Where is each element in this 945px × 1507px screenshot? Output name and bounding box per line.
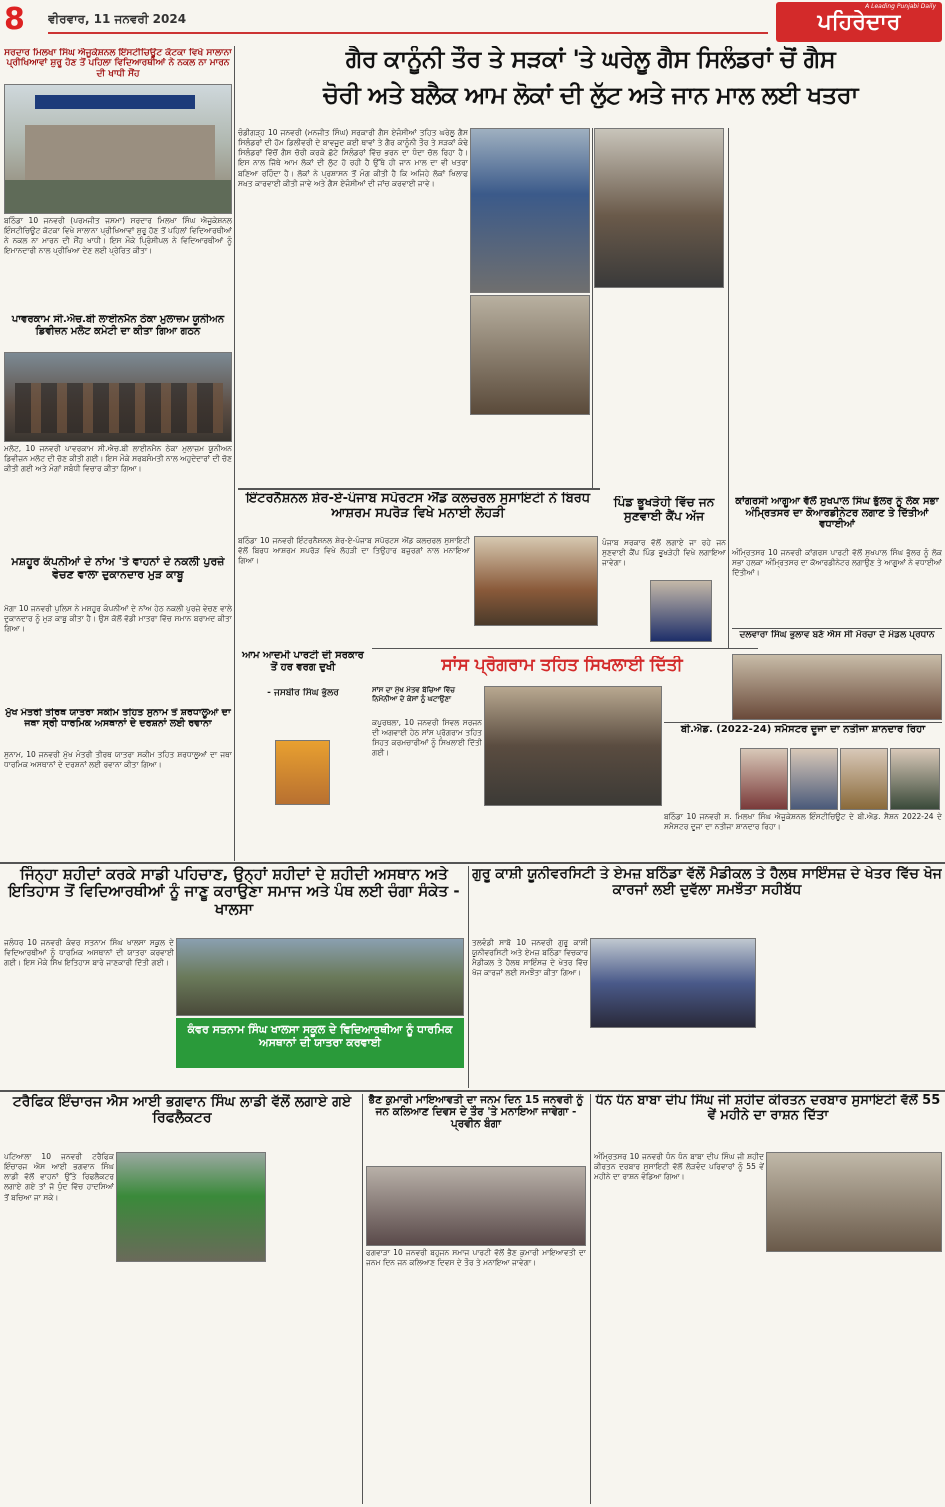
union-photo <box>4 352 232 442</box>
section-rule <box>372 648 758 649</box>
saans-photo <box>484 686 662 806</box>
congress-body: ਅੰਮ੍ਰਿਤਸਰ 10 ਜਨਵਰੀ ਕਾਂਗਰਸ ਪਾਰਟੀ ਵੱਲੋਂ ਸੁਖਪਾਲ ਸਿੰਘ ਭੁੱਲਰ ਨੂੰ ਲੋਕ ਸਭਾ ਹਲਕਾ ਅੰਮ੍ਰਿਤਸਰ ਦਾ ਕੋਆਰਡੀਨੇਟਰ ਲਗਾਉਣ ਤੇ ਆਗੂਆਂ ਨੇ ਵਧਾਈਆਂ ਦਿੱਤੀਆਂ। <box>732 548 942 578</box>
saans-body: ਕਪੂਰਥਲਾ, 10 ਜਨਵਰੀ ਸਿਵਲ ਸਰਜਨ ਦੀ ਅਗਵਾਈ ਹੇਠ ਸਾਂਸ ਪ੍ਰੋਗਰਾਮ ਤਹਿਤ ਸਿਹਤ ਕਰਮਚਾਰੀਆਂ ਨੂੰ ਸਿਖਲਾਈ ਦਿੱਤੀ ਗਈ। <box>372 718 482 758</box>
band2-right-headline: ਗੁਰੂ ਕਾਸ਼ੀ ਯੂਨੀਵਰਸਿਟੀ ਤੇ ਏਮਜ਼ ਬਠਿੰਡਾ ਵੱਲੋਂ ਮੈਡੀਕਲ ਤੇ ਹੈਲਥ ਸਾਇੰਸਜ਼ ਦੇ ਖੇਤਰ ਵਿੱਚ ਖੋਜ ਕਾਰਜਾਂ ਲਈ ਦੁਵੱਲਾ ਸਮਝੌਤਾ ਸਹੀਬੱਧ <box>472 866 942 899</box>
mou-photo <box>590 938 756 1028</box>
story2-headline: ਪਾਵਰਕਾਮ ਸੀ.ਐਚ.ਬੀ ਲਾਈਨਮੈਨ ਠੇਕਾ ਮੁਲਾਜ਼ਮ ਯੂਨੀਅਨ ਡਿਵੀਜ਼ਨ ਮਲੋਟ ਕਮੇਟੀ ਦਾ ਕੀਤਾ ਗਿਆ ਗਠਨ <box>11 314 225 337</box>
student-photo-3 <box>840 748 888 810</box>
saans-headline: ਸਾਂਸ ਪ੍ਰੋਗਰਾਮ ਤਹਿਤ ਸਿਖਲਾਈ ਦਿੱਤੀ <box>441 656 683 675</box>
aap-byline: - ਜਸਬੀਰ ਸਿੰਘ ਭੁੱਲਰ <box>267 688 339 698</box>
dalwara-photo <box>732 654 942 720</box>
band2-left-body: ਜਲੰਧਰ 10 ਜਨਵਰੀ ਕੰਵਰ ਸਤਨਾਮ ਸਿੰਘ ਖਾਲਸਾ ਸਕੂਲ ਦੇ ਵਿਦਿਆਰਥੀਆਂ ਨੂੰ ਧਾਰਮਿਕ ਅਸਥਾਨਾਂ ਦੀ ਯਾਤਰਾ ਕਰਵਾਈ ਗਈ। ਇਸ ਮੌਕੇ ਸਿੱਖ ਇਤਿਹਾਸ ਬਾਰੇ ਜਾਣਕਾਰੀ ਦਿੱਤੀ ਗਈ। <box>4 938 174 968</box>
bed-body: ਬਠਿੰਡਾ 10 ਜਨਵਰੀ ਸ. ਮਿਲਖਾ ਸਿੰਘ ਐਜੂਕੇਸ਼ਨਲ ਇੰਸਟੀਚਿਊਟ ਦੇ ਬੀ.ਐਡ. ਸੈਸ਼ਨ 2022-24 ਦੇ ਸਮੈਸਟਰ ਦੂਜਾ ਦਾ ਨਤੀਜਾ ਸ਼ਾਨਦਾਰ ਰਿਹਾ। <box>664 812 942 832</box>
column-divider <box>362 1094 363 1504</box>
khalsa-school-photo <box>176 938 464 1016</box>
lohri-photo <box>474 536 598 626</box>
section-rule <box>732 628 942 629</box>
congress-headline: ਕਾਂਗਰਸੀ ਆਗੂਆ ਵੱਲੋਂ ਸੁਖਪਾਲ ਸਿੰਘ ਭੁੱਲਰ ਨੂੰ ਲੋਕ ਸਭਾ ਅੰਮ੍ਰਿਤਸਰ ਦਾ ਕੋਆਰਡੀਨੇਟਰ ਲਗਾਣ ਤੇ ਦਿੱਤੀਆਂ ਵਧਾਈਆਂ <box>735 496 939 530</box>
story4-body: ਸੁਨਾਮ, 10 ਜਨਵਰੀ ਮੁੱਖ ਮੰਤਰੀ ਤੀਰਥ ਯਾਤਰਾ ਸਕੀਮ ਤਹਿਤ ਸ਼ਰਧਾਲੂਆਂ ਦਾ ਜਥਾ ਧਾਰਮਿਕ ਅਸਥਾਨਾਂ ਦੇ ਦਰਸ਼ਨਾਂ ਲਈ ਰਵਾਨਾ ਕੀਤਾ ਗਿਆ। <box>4 750 232 770</box>
student-photo-2 <box>790 748 838 810</box>
camp-headline: ਪਿੰਡ ਭੂਖੜੇਹੀ ਵਿੱਚ ਜਨ ਸੁਣਵਾਈ ਕੈਂਪ ਅੱਜ <box>613 496 715 523</box>
gas-cylinders-photo <box>470 295 590 415</box>
column-divider <box>592 128 593 488</box>
traffic-body: ਪਟਿਆਲਾ 10 ਜਨਵਰੀ ਟਰੈਫਿਕ ਇੰਚਾਰਜ ਐਸ ਆਈ ਭਗਵਾਨ ਸਿੰਘ ਲਾਡੀ ਵੱਲੋਂ ਵਾਹਨਾਂ ਉੱਤੇ ਰਿਫਲੈਕਟਰ ਲਗਾਏ ਗਏ ਤਾਂ ਜੋ ਧੁੰਦ ਵਿੱਚ ਹਾਦਸਿਆਂ ਤੋਂ ਬਚਿਆ ਜਾ ਸਕੇ। <box>4 1152 114 1202</box>
band2-right-body: ਤਲਵੰਡੀ ਸਾਬੋ 10 ਜਨਵਰੀ ਗੁਰੂ ਕਾਸ਼ੀ ਯੂਨੀਵਰਸਿਟੀ ਅਤੇ ਏਮਜ਼ ਬਠਿੰਡਾ ਵਿਚਕਾਰ ਮੈਡੀਕਲ ਤੇ ਹੈਲਥ ਸਾਇੰਸਜ਼ ਦੇ ਖੇਤਰ ਵਿੱਚ ਖੋਜ ਕਾਰਜਾਂ ਲਈ ਸਮਝੌਤਾ ਕੀਤਾ ਗਿਆ। <box>472 938 588 978</box>
masthead <box>0 0 945 44</box>
lead-headline-line-1: ਗੈਰ ਕਾਨੂੰਨੀ ਤੌਰ ਤੇ ਸੜਕਾਂ 'ਤੇ ਘਰੇਲੂ ਗੈਸ ਸਿਲੰਡਰਾਂ ਚੋਂ ਗੈਸ <box>345 46 836 73</box>
mayawati-photo <box>366 1166 586 1246</box>
ration-body: ਅੰਮ੍ਰਿਤਸਰ 10 ਜਨਵਰੀ ਧੰਨ ਧੰਨ ਬਾਬਾ ਦੀਪ ਸਿੰਘ ਜੀ ਸ਼ਹੀਦ ਕੀਰਤਨ ਦਰਬਾਰ ਸੁਸਾਇਟੀ ਵੱਲੋਂ ਲੋੜਵੰਦ ਪਰਿਵਾਰਾਂ ਨੂੰ 55 ਵੇਂ ਮਹੀਨੇ ਦਾ ਰਾਸ਼ਨ ਵੰਡਿਆ ਗਿਆ। <box>594 1152 764 1182</box>
band-rule <box>0 862 945 864</box>
bed-headline: ਬੀ.ਐਡ. (2022-24) ਸਮੈਸਟਰ ਦੂਜਾ ਦਾ ਨਤੀਜਾ ਸ਼ਾਨਦਾਰ ਰਿਹਾ <box>680 724 926 735</box>
student-photo-1 <box>740 748 788 810</box>
story4-headline: ਮੁੱਖ ਮੰਤਰੀ ਤੀਰਥ ਯਾਤਰਾ ਸਕੀਮ ਤਹਿਤ ਸੁਨਾਮ ਤੋਂ ਸ਼ਰਧਾਲੂਆਂ ਦਾ ਜਥਾ ਸ੍ਰੀ ਧਾਰਮਿਕ ਅਸਥਾਨਾਂ ਦੇ ਦਰਸ਼ਨਾਂ ਲਈ ਰਵਾਨਾ <box>5 708 231 729</box>
khalsa-banner: ਕੰਵਰ ਸਤਨਾਮ ਸਿੰਘ ਖਾਲਸਾ ਸਕੂਲ ਦੇ ਵਿਦਿਆਰਥੀਆ ਨੂੰ ਧਾਰਮਿਕ ਅਸਥਾਨਾਂ ਦੀ ਯਾਤਰਾ ਕਰਵਾਈ <box>176 1018 464 1068</box>
column-divider <box>468 866 469 1088</box>
bhullar-portrait <box>275 740 330 805</box>
student-photo-4 <box>890 748 940 810</box>
section-rule <box>238 488 600 490</box>
ration-headline: ਧੰਨ ਧੰਨ ਬਾਬਾ ਦੀਪ ਸਿੰਘ ਜੀ ਸ਼ਹੀਦ ਕੀਰਤਨ ਦਰਬਾਰ ਸੁਸਾਇਟੀ ਵੱਲੋਂ 55 ਵੇਂ ਮਹੀਨੇ ਦਾ ਰਾਸ਼ਨ ਦਿੱਤਾ <box>595 1094 941 1123</box>
lead-headline <box>238 46 943 126</box>
brand-tagline: A Leading Punjabi Daily <box>865 3 936 10</box>
camp-portrait <box>650 580 712 642</box>
gas-workers-photo <box>594 128 724 288</box>
sports-body: ਬਠਿੰਡਾ 10 ਜਨਵਰੀ ਇੰਟਰਨੈਸ਼ਨਲ ਸ਼ੇਰ-ਏ-ਪੰਜਾਬ ਸਪੋਰਟਸ ਐਂਡ ਕਲਚਰਲ ਸੁਸਾਇਟੀ ਵੱਲੋਂ ਬਿਰਧ ਆਸ਼ਰਮ ਸਪਰੋੜ ਵਿਖੇ ਲੋਹੜੀ ਦਾ ਤਿਉਹਾਰ ਬਜ਼ੁਰਗਾਂ ਨਾਲ ਮਨਾਇਆ ਗਿਆ। <box>238 536 470 566</box>
mayawati-headline: ਭੈਣ ਕੁਮਾਰੀ ਮਾਇਆਵਤੀ ਦਾ ਜਨਮ ਦਿਨ 15 ਜਨਵਰੀ ਨੂੰ ਜਨ ਕਲਿਆਣ ਦਿਵਸ ਦੇ ਤੌਰ 'ਤੇ ਮਨਾਇਆ ਜਾਵੇਗਾ - ਪ੍ਰਵੀਨ ਬੰਗਾ <box>368 1094 584 1131</box>
brand-name: ਪਹਿਰੇਦਾਰ <box>817 10 901 35</box>
page-date: ਵੀਰਵਾਰ, 11 ਜਨਵਰੀ 2024 <box>48 12 187 26</box>
section-rule <box>664 722 942 723</box>
traffic-headline: ਟਰੈਫਿਕ ਇੰਚਾਰਜ ਐਸ ਆਈ ਭਗਵਾਨ ਸਿੰਘ ਲਾਡੀ ਵੱਲੋਂ ਲਗਾਏ ਗਏ ਰਿਫਲੈਕਟਰ <box>12 1094 352 1127</box>
column-divider <box>590 1094 591 1504</box>
traffic-photo <box>116 1152 266 1262</box>
story1-headline: ਸਰਦਾਰ ਮਿਲਖਾ ਸਿੰਘ ਐਜੂਕੇਸ਼ਨਲ ਇੰਸਟੀਚਿਊਟ ਕੋਟਕਾ ਵਿਖੇ ਸਾਲਾਨਾ ਪ੍ਰੀਖਿਆਵਾਂ ਸ਼ੁਰੂ ਹੋਣ ਤੋਂ ਪਹਿਲਾ ਵਿਦਿਆਰਥੀਆਂ ਨੇ ਨਕਲ ਨਾ ਮਾਰਨ ਦੀ ਖਾਧੀ ਸੌਂਹ <box>4 48 232 79</box>
lead-body: ਚੰਡੀਗੜ੍ਹ 10 ਜਨਵਰੀ (ਮਨਜੀਤ ਸਿੰਘ) ਸਰਕਾਰੀ ਗੈਸ ਏਜੰਸੀਆਂ ਤਹਿਤ ਘਰੇਲੂ ਗੈਸ ਸਿਲੰਡਰਾਂ ਦੀ ਹੋਮ ਡਿਲੀਵਰੀ ਦੇ ਬਾਵਜੂਦ ਕਈ ਥਾਵਾਂ ਤੇ ਗੈਰ ਕਾਨੂੰਨੀ ਤੌਰ ਤੇ ਸੜਕਾਂ ਕੰਢੇ ਸਿਲੰਡਰਾਂ ਵਿੱਚੋਂ ਗੈਸ ਚੋਰੀ ਕਰਕੇ ਛੋਟੇ ਸਿਲੰਡਰਾਂ ਵਿੱਚ ਭਰਨ ਦਾ ਧੰਦਾ ਚੱਲ ਰਿਹਾ ਹੈ। ਇਸ ਨਾਲ ਜਿੱਥੇ ਆਮ ਲੋਕਾਂ ਦੀ ਲੁੱਟ ਹੋ ਰਹੀ ਹੈ ਉੱਥੇ ਹੀ ਜਾਨ ਮਾਲ ਦਾ ਵੀ ਖਤਰਾ ਬਣਿਆ ਰਹਿੰਦਾ ਹੈ। ਲੋਕਾਂ ਨੇ ਪ੍ਰਸ਼ਾਸਨ ਤੋਂ ਮੰਗ ਕੀਤੀ ਹੈ ਕਿ ਅਜਿਹੇ ਲੋਕਾਂ ਖਿਲਾਫ ਸਖ਼ਤ ਕਾਰਵਾਈ ਕੀਤੀ ਜਾਵੇ ਅਤੇ ਗੈਸ ਏਜੰਸੀਆਂ ਦੀ ਜਾਂਚ ਕਰਵਾਈ ਜਾਵੇ। <box>238 128 468 188</box>
story3-body: ਮੋਗਾ 10 ਜਨਵਰੀ ਪੁਲਿਸ ਨੇ ਮਸ਼ਹੂਰ ਕੰਪਨੀਆਂ ਦੇ ਨਾਂਅ ਹੇਠ ਨਕਲੀ ਪੁਰਜ਼ੇ ਵੇਚਣ ਵਾਲੇ ਦੁਕਾਨਦਾਰ ਨੂੰ ਮੁੜ ਕਾਬੂ ਕੀਤਾ ਹੈ। ਉਸ ਕੋਲੋਂ ਵੱਡੀ ਮਾਤਰਾ ਵਿੱਚ ਸਮਾਨ ਬਰਾਮਦ ਕੀਤਾ ਗਿਆ। <box>4 604 232 634</box>
story3-headline: ਮਸ਼ਹੂਰ ਕੰਪਨੀਆਂ ਦੇ ਨਾਂਅ 'ਤੇ ਵਾਹਨਾਂ ਦੇ ਨਕਲੀ ਪੁਰਜ਼ੇ ਵੇਚਣ ਵਾਲਾ ਦੁਕਾਨਦਾਰ ਮੁੜ ਕਾਬੂ <box>11 556 225 581</box>
aap-headline: ਆਮ ਆਦਮੀ ਪਾਰਟੀ ਦੀ ਸਰਕਾਰ ਤੋਂ ਹਰ ਵਰਗ ਦੁਖੀ <box>242 650 364 673</box>
date-rule <box>48 32 768 34</box>
ration-photo <box>766 1152 942 1252</box>
saans-subhead: ਸਾਂਸ ਦਾ ਮੁੱਖ ਮੰਤਵ ਬੱਚਿਆਂ ਵਿੱਚ ਨਿਮੋਨੀਆ ਦੇ ਕੇਸਾਂ ਨੂੰ ਘਟਾਉਣਾ <box>372 686 455 703</box>
band-rule <box>0 1090 945 1092</box>
camp-body: ਪੰਜਾਬ ਸਰਕਾਰ ਵੱਲੋਂ ਲਗਾਏ ਜਾ ਰਹੇ ਜਨ ਸੁਣਵਾਈ ਕੈਂਪ ਪਿੰਡ ਭੂਖੜੇਹੀ ਵਿਖੇ ਲਗਾਇਆ ਜਾਵੇਗਾ। <box>602 538 726 568</box>
story1-body: ਬਠਿੰਡਾ 10 ਜਨਵਰੀ (ਪਰਮਜੀਤ ਜਸਮਾ) ਸਰਦਾਰ ਮਿਲਖਾ ਸਿੰਘ ਐਜੂਕੇਸ਼ਨਲ ਇੰਸਟੀਚਿਊਟ ਕੋਟਕਾ ਵਿਖੇ ਸਾਲਾਨਾ ਪ੍ਰੀਖਿਆਵਾਂ ਸ਼ੁਰੂ ਹੋਣ ਤੋਂ ਪਹਿਲਾਂ ਵਿਦਿਆਰਥੀਆਂ ਨੇ ਨਕਲ ਨਾ ਮਾਰਨ ਦੀ ਸੌਂਹ ਖਾਧੀ। ਇਸ ਮੌਕੇ ਪ੍ਰਿੰਸੀਪਲ ਨੇ ਵਿਦਿਆਰਥੀਆਂ ਨੂੰ ਇਮਾਨਦਾਰੀ ਨਾਲ ਪ੍ਰੀਖਿਆ ਦੇਣ ਲਈ ਪ੍ਰੇਰਿਤ ਕੀਤਾ। <box>4 216 232 256</box>
brand-box <box>776 2 942 42</box>
page-number: 8 <box>4 2 25 37</box>
gas-truck-photo <box>470 128 590 293</box>
dalwara-headline: ਦਲਵਾਰਾ ਸਿੰਘ ਭੁਲਾਵ ਬਣੇ ਐਸ ਸੀ ਮੋਰਚਾ ਦੇ ਮੰਡਲ ਪ੍ਰਧਾਨ <box>739 630 935 640</box>
sports-headline: ਇੰਟਰਨੈਸ਼ਨਲ ਸ਼ੇਰ-ਏ-ਪੰਜਾਬ ਸਪੋਰਟਸ ਐਂਡ ਕਲਚਰਲ ਸੁਸਾਇਟੀ ਨੇ ਬਿਰਧ ਆਸ਼ਰਮ ਸਪਰੋੜ ਵਿਖੇ ਮਨਾਈ ਲੋਹੜੀ <box>245 492 591 521</box>
band2-left-headline: ਜਿੰਨ੍ਹਾ ਸ਼ਹੀਦਾਂ ਕਰਕੇ ਸਾਡੀ ਪਹਿਚਾਣ, ਉਨ੍ਹਾਂ ਸ਼ਹੀਦਾਂ ਦੇ ਸ਼ਹੀਦੀ ਅਸਥਾਨ ਅਤੇ ਇਤਿਹਾਸ ਤੋਂ ਵਿਦਿਆਰਥੀਆਂ ਨੂੰ ਜਾਣੂ ਕਰਾਉਣਾ ਸਮਾਜ ਅਤੇ ਪੰਥ ਲਈ ਚੰਗਾ ਸੰਕੇਤ - ਖਾਲਸਾ <box>8 866 460 918</box>
column-divider <box>728 128 729 648</box>
mayawati-body: ਫਗਵਾੜਾ 10 ਜਨਵਰੀ ਬਹੁਜਨ ਸਮਾਜ ਪਾਰਟੀ ਵੱਲੋਂ ਭੈਣ ਕੁਮਾਰੀ ਮਾਇਆਵਤੀ ਦਾ ਜਨਮ ਦਿਨ ਜਨ ਕਲਿਆਣ ਦਿਵਸ ਦੇ ਤੌਰ ਤੇ ਮਨਾਇਆ ਜਾਵੇਗਾ। <box>366 1248 586 1268</box>
story2-body: ਮਲੋਟ, 10 ਜਨਵਰੀ ਪਾਵਰਕਾਮ ਸੀ.ਐਚ.ਬੀ ਲਾਈਨਮੈਨ ਠੇਕਾ ਮੁਲਾਜ਼ਮ ਯੂਨੀਅਨ ਡਿਵੀਜ਼ਨ ਮਲੋਟ ਦੀ ਚੋਣ ਕੀਤੀ ਗਈ। ਇਸ ਮੌਕੇ ਸਰਬਸੰਮਤੀ ਨਾਲ ਅਹੁਦੇਦਾਰਾਂ ਦੀ ਚੋਣ ਕੀਤੀ ਗਈ ਅਤੇ ਮੰਗਾਂ ਸਬੰਧੀ ਵਿਚਾਰ ਕੀਤਾ ਗਿਆ। <box>4 444 232 474</box>
lead-headline-line-2: ਚੋਰੀ ਅਤੇ ਬਲੈਕ ਆਮ ਲੋਕਾਂ ਦੀ ਲੁੱਟ ਅਤੇ ਜਾਨ ਮਾਲ ਲਈ ਖਤਰਾ <box>323 80 858 109</box>
school-photo <box>4 84 232 214</box>
column-divider <box>234 46 235 861</box>
